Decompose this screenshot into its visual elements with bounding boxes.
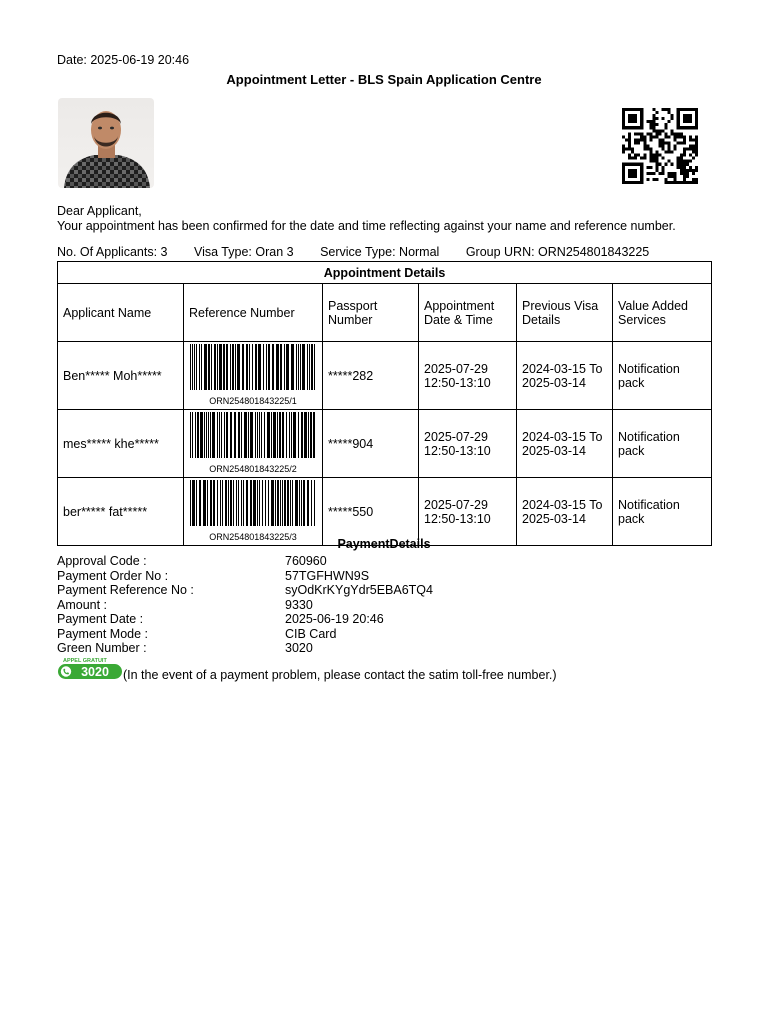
payment-label: Approval Code :	[57, 554, 147, 568]
appointment-datetime: 2025-07-29 12:50-13:10	[419, 410, 517, 478]
payment-value: 2025-06-19 20:46	[285, 612, 384, 626]
appointment-datetime: 2025-07-29 12:50-13:10	[419, 342, 517, 410]
reference-number-cell	[184, 410, 323, 478]
payment-label: Green Number :	[57, 641, 147, 655]
applicant-name: mes***** khe*****	[58, 410, 184, 478]
service-type: Service Type: Normal	[320, 245, 440, 259]
payment-label: Payment Date :	[57, 612, 144, 626]
barcode	[188, 344, 318, 390]
payment-value: 3020	[285, 641, 313, 655]
payment-value: 57TGFHWN9S	[285, 568, 370, 583]
green-number-badge	[57, 656, 123, 680]
previous-visa: 2024-03-15 To 2025-03-14	[517, 478, 613, 546]
group-urn: Group URN: ORN254801843225	[465, 245, 650, 259]
table-row	[58, 410, 712, 478]
payment-value: CIB Card	[285, 626, 337, 641]
value-added-services: Notification pack	[613, 478, 712, 546]
badge-caption: APPEL GRATUIT	[63, 658, 107, 664]
badge-number: 3020	[81, 665, 109, 679]
visa-type: Visa Type: Oran 3	[193, 245, 294, 259]
letter-date: Date: 2025-06-19 20:46	[57, 53, 190, 67]
passport-number: *****550	[323, 478, 419, 546]
passport-number: *****282	[323, 342, 419, 410]
previous-visa: 2024-03-15 To 2025-03-14	[517, 410, 613, 478]
table-header-row	[58, 284, 712, 342]
value-added-services: Notification pack	[613, 410, 712, 478]
payment-label: Payment Mode :	[57, 626, 149, 641]
column-header: Passport Number	[323, 284, 419, 342]
table-row	[58, 478, 712, 546]
barcode	[188, 412, 318, 458]
qr-code	[622, 108, 698, 184]
column-header: Reference Number	[184, 284, 323, 342]
column-header: Previous Visa Details	[517, 284, 613, 342]
reference-number-cell	[184, 478, 323, 546]
passport-number: *****904	[323, 410, 419, 478]
payment-details-title: PaymentDetails	[337, 537, 431, 551]
column-header: Value Added Services	[613, 284, 712, 342]
appointment-details-table	[57, 261, 712, 546]
applicant-name: Ben***** Moh*****	[58, 342, 184, 410]
appointment-summary	[57, 245, 672, 259]
payment-value: 760960	[285, 554, 327, 568]
confirmation-text: Your appointment has been confirmed for the date and time reflecting against your name and reference number.	[57, 219, 676, 233]
greeting: Dear Applicant,	[57, 204, 142, 218]
table-row	[58, 342, 712, 410]
value-added-services: Notification pack	[613, 342, 712, 410]
column-header: Appointment Date & Time	[419, 284, 517, 342]
document-title: Appointment Letter - BLS Spain Application Centre	[226, 72, 542, 87]
payment-label: Payment Reference No :	[57, 583, 194, 597]
applicant-name: ber***** fat*****	[58, 478, 184, 546]
applicant-photo	[58, 98, 154, 188]
payment-value: 9330	[285, 597, 313, 612]
phone-icon	[61, 666, 71, 676]
barcode	[188, 480, 318, 526]
appointment-datetime: 2025-07-29 12:50-13:10	[419, 478, 517, 546]
payment-problem-note: (In the event of a payment problem, please contact the satim toll-free number.)	[123, 668, 557, 682]
payment-label: Payment Order No :	[57, 568, 169, 583]
table-title: Appointment Details	[58, 262, 712, 284]
payment-value: syOdKrKYgYdr5EBA6TQ4	[285, 583, 433, 597]
applicants-count: No. Of Applicants: 3	[57, 245, 168, 259]
reference-number: ORN254801843225/3	[209, 532, 297, 542]
reference-number: ORN254801843225/1	[209, 396, 297, 406]
payment-label: Amount :	[57, 597, 108, 612]
reference-number-cell	[184, 342, 323, 410]
previous-visa: 2024-03-15 To 2025-03-14	[517, 342, 613, 410]
reference-number: ORN254801843225/2	[209, 464, 297, 474]
column-header: Applicant Name	[58, 284, 184, 342]
